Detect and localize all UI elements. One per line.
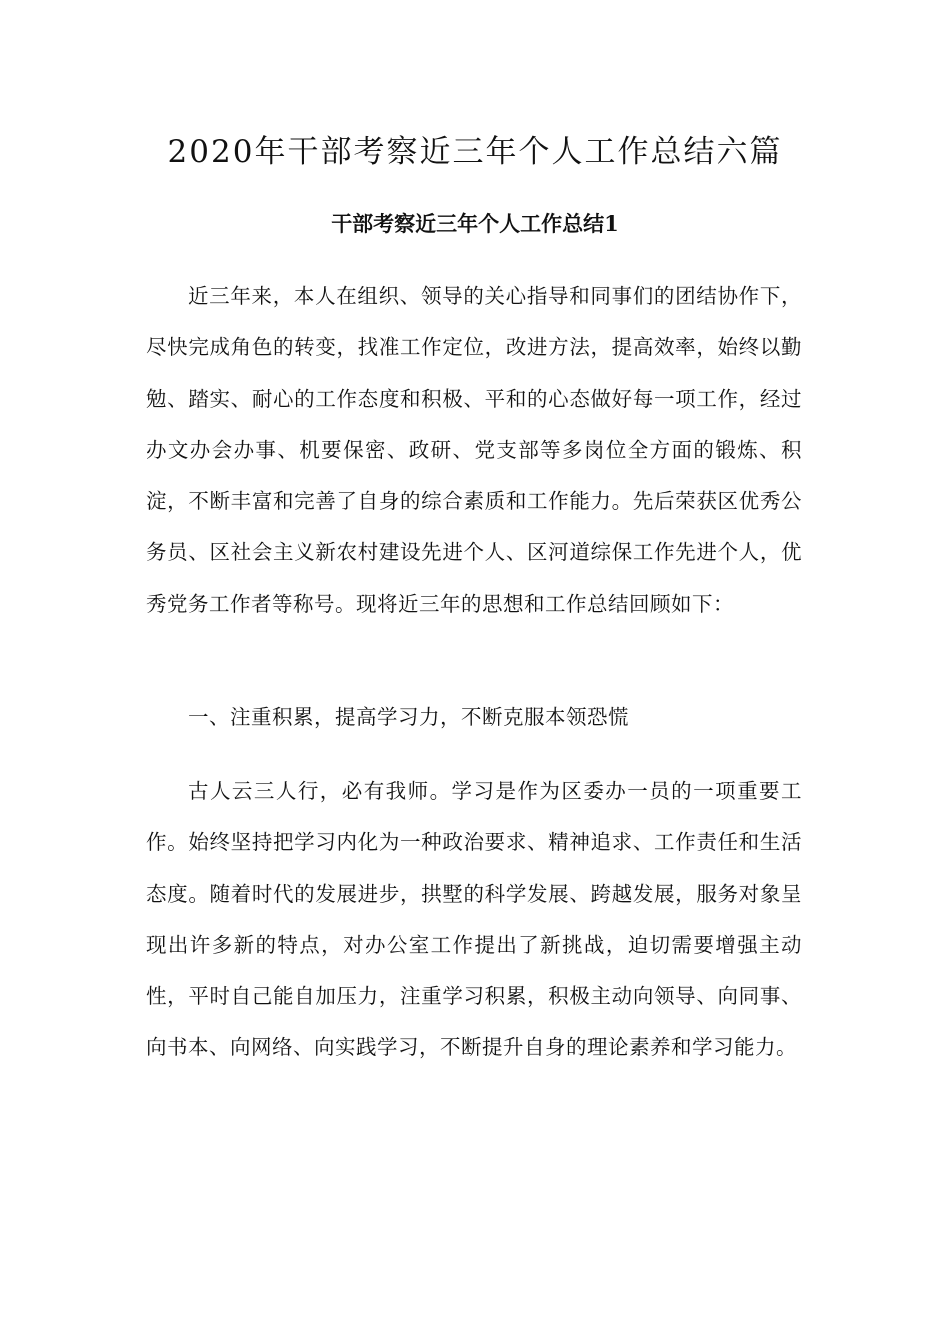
section-title: 干部考察近三年个人工作总结1 [331,211,619,236]
document-title: 2020年干部考察近三年个人工作总结六篇 [167,134,783,170]
section-heading-1: 一、注重积累，提高学习力，不断克服本领恐慌 [188,705,629,729]
learning-paragraph: 古人云三人行，必有我师。学习是作为区委办一员的一项重要工作。始终坚持把学习内化为一种政治要求、精神追求、工作责任和生活态度。随着时代的发展进步，拱墅的科学发展、跨越发展，服务对象呈现出许多新的特点，对办公室工作提出了新挑战，迫切需要增强主动性，平时自己能自加压力，注重学习积累，积极主动向领导、向同事、向书本、向网络、向实践学习，不断提升自身的理论素养和学习能力。 [146,779,802,1060]
intro-paragraph: 近三年来，本人在组织、领导的关心指导和同事们的团结协作下，尽快完成角色的转变，找准工作定位，改进方法，提高效率，始终以勤勉、踏实、耐心的工作态度和积极、平和的心态做好每一项工作，经过办文办会办事、机要保密、政研、党支部等多岗位全方面的锻炼、积淀，不断丰富和完善了自身的综合素质和工作能力。先后荣获区优秀公务员、区社会主义新农村建设先进个人、区河道综保工作先进个人，优秀党务工作者等称号。现将近三年的思想和工作总结回顾如下： [146,284,802,616]
